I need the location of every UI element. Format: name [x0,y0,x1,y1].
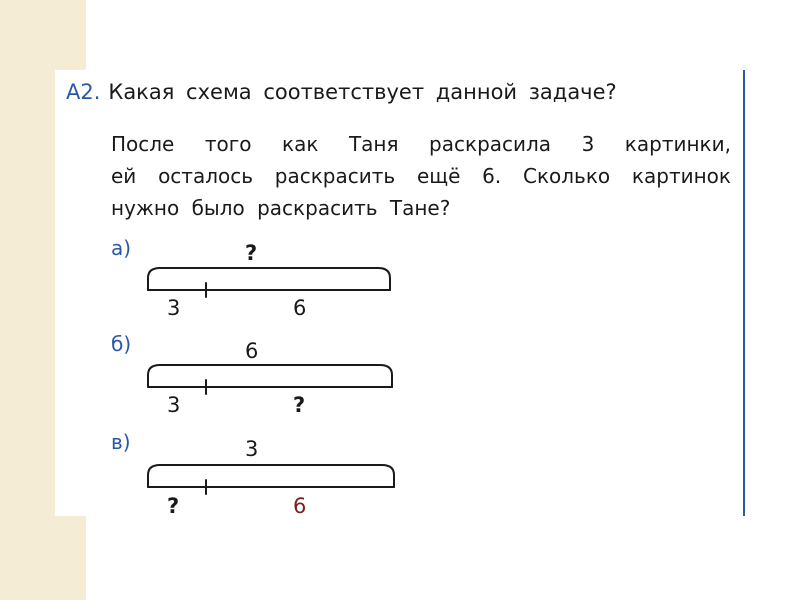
option-b-top-value: 6 [245,339,259,363]
option-c-brace [148,465,394,487]
option-a-left-value: 3 [167,296,181,320]
question-number: А2. [66,80,101,104]
option-a-top-value: ? [245,241,258,265]
problem-line-1: После того как Таня раскрасила 3 картинки, [111,132,731,156]
option-b-right-value: ? [293,393,306,417]
option-b-brace [148,365,392,387]
question-text: Какая схема соответствует данной задаче? [108,80,617,104]
option-c-right-value: 6 [293,494,307,518]
option-c-top-value: 3 [245,437,259,461]
option-b-label[interactable]: б) [111,332,132,356]
option-c-left-value: ? [167,494,180,518]
option-a-label[interactable]: а) [111,236,132,260]
problem-line-3: нужно было раскрасить Тане? [111,196,451,220]
option-a-brace [148,268,390,290]
option-c-label[interactable]: в) [111,430,131,454]
option-b-left-value: 3 [167,393,181,417]
option-a-right-value: 6 [293,296,307,320]
problem-line-2: ей осталось раскрасить ещё 6. Сколько картинок [111,164,731,188]
